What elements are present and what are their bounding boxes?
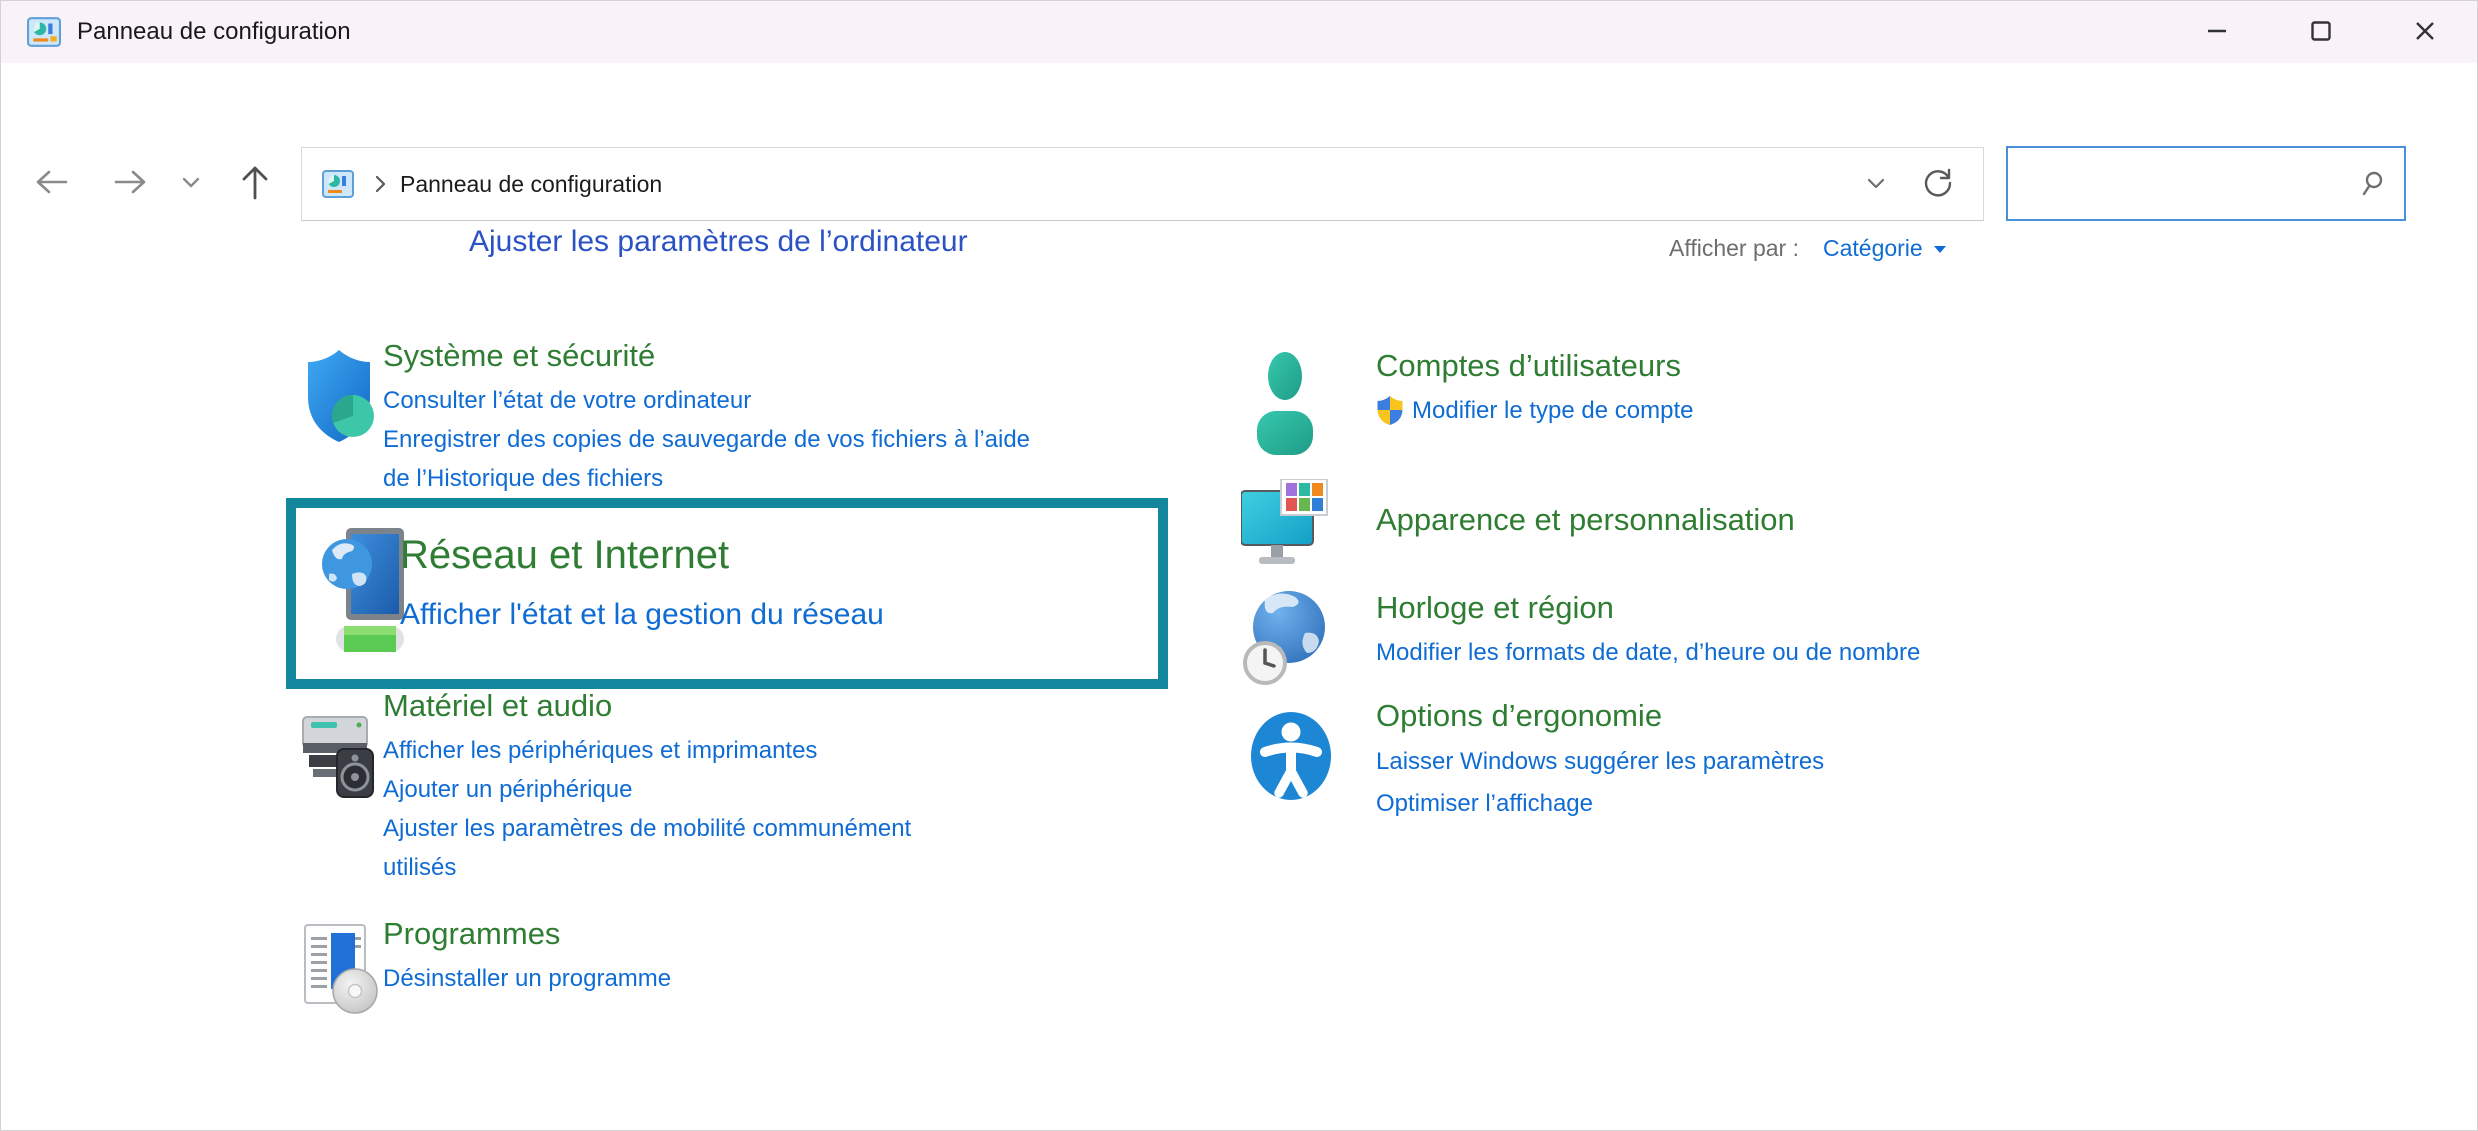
task-link-file-history-backup[interactable]: Enregistrer des copies de sauvegarde de vos fichiers à l’aide de l’Historique des fichiers xyxy=(383,426,1031,492)
task-link-change-date-time-formats[interactable]: Modifier les formats de date, d’heure ou de nombre xyxy=(1376,639,1921,666)
address-bar[interactable] xyxy=(301,147,1984,221)
dropdown-triangle-icon xyxy=(1933,244,1947,254)
view-by-label: Afficher par : xyxy=(1669,235,1799,261)
control-panel-location-icon xyxy=(322,168,354,200)
task-link-optimize-display[interactable]: Optimiser l’affichage xyxy=(1376,790,1593,817)
ease-of-access-icon xyxy=(1249,703,1333,814)
category-programs xyxy=(383,915,1203,998)
programs-icon xyxy=(303,919,379,1020)
view-by-value: Catégorie xyxy=(1822,235,1923,261)
minimize-icon xyxy=(2204,18,2230,47)
page-title: Ajuster les paramètres de l’ordinateur xyxy=(469,225,968,258)
breadcrumb-item-control-panel[interactable]: Panneau de configuration xyxy=(400,170,663,197)
forward-icon xyxy=(110,161,152,206)
maximize-button[interactable] xyxy=(2269,1,2373,63)
maximize-icon xyxy=(2308,18,2334,47)
category-ease-of-access xyxy=(1376,697,2276,825)
category-system-security xyxy=(383,337,1203,498)
system-security-shield-icon xyxy=(303,347,375,450)
category-title-hardware-sound[interactable]: Matériel et audio xyxy=(383,688,613,723)
close-button[interactable] xyxy=(2373,1,2477,63)
category-title-appearance[interactable]: Apparence et personnalisation xyxy=(1376,502,1795,537)
category-title-network-internet[interactable]: Réseau et Internet xyxy=(400,533,730,577)
category-network-internet xyxy=(400,530,1140,634)
appearance-personalization-icon xyxy=(1241,479,1329,590)
up-arrow-icon xyxy=(233,160,277,207)
category-title-clock-region[interactable]: Horloge et région xyxy=(1376,590,1614,625)
back-button[interactable] xyxy=(23,155,79,211)
search-icon xyxy=(2356,168,2388,200)
uac-shield-icon xyxy=(1376,395,1404,426)
navigation-toolbar xyxy=(1,63,2477,197)
window-title: Panneau de configuration xyxy=(77,18,351,45)
network-internet-icon xyxy=(322,522,406,659)
hardware-sound-printer-icon xyxy=(301,703,377,804)
search-input[interactable] xyxy=(2024,170,2348,197)
category-appearance xyxy=(1376,501,2276,539)
back-icon xyxy=(30,161,72,206)
task-link-devices-printers[interactable]: Afficher les périphériques et imprimantes xyxy=(383,737,818,764)
view-by-control xyxy=(1669,235,1947,262)
task-link-mobility-settings[interactable]: Ajuster les paramètres de mobilité communément utilisés xyxy=(383,815,912,881)
task-link-uninstall-program[interactable]: Désinstaller un programme xyxy=(383,965,672,992)
task-link-check-computer-status[interactable]: Consulter l’état de votre ordinateur xyxy=(383,387,752,414)
category-title-system-security[interactable]: Système et sécurité xyxy=(383,338,656,373)
control-panel-app-icon xyxy=(27,15,61,49)
task-link-network-status[interactable]: Afficher l'état et la gestion du réseau xyxy=(400,598,884,631)
window-titlebar xyxy=(1,1,2477,63)
chevron-down-icon xyxy=(1861,168,1891,201)
task-link-change-account-type[interactable]: Modifier le type de compte xyxy=(1412,397,1694,424)
category-hardware-sound xyxy=(383,687,1203,887)
minimize-button[interactable] xyxy=(2165,1,2269,63)
forward-button[interactable] xyxy=(103,155,159,211)
category-title-programs[interactable]: Programmes xyxy=(383,916,561,951)
clock-region-globe-icon xyxy=(1243,583,1325,694)
window-controls xyxy=(2165,1,2477,63)
task-link-add-device[interactable]: Ajouter un périphérique xyxy=(383,776,633,803)
close-icon xyxy=(2412,18,2438,47)
category-title-ease-of-access[interactable]: Options d’ergonomie xyxy=(1376,698,1663,733)
up-button[interactable] xyxy=(227,155,283,211)
network-internet-highlight-box xyxy=(286,498,1168,689)
chevron-down-icon xyxy=(176,167,206,200)
recent-locations-button[interactable] xyxy=(169,155,213,211)
category-user-accounts xyxy=(1376,347,2276,430)
address-dropdown-button[interactable] xyxy=(1845,149,1907,219)
user-accounts-person-icon xyxy=(1253,349,1317,460)
category-title-user-accounts[interactable]: Comptes d’utilisateurs xyxy=(1376,348,1681,383)
breadcrumb-chevron-icon xyxy=(370,172,390,196)
refresh-icon xyxy=(1920,165,1956,204)
view-by-dropdown[interactable] xyxy=(1823,235,1947,262)
refresh-button[interactable] xyxy=(1907,149,1969,219)
task-link-suggest-settings[interactable]: Laisser Windows suggérer les paramètres xyxy=(1376,748,1825,775)
search-box xyxy=(2006,146,2406,221)
category-clock-region xyxy=(1376,589,2276,672)
